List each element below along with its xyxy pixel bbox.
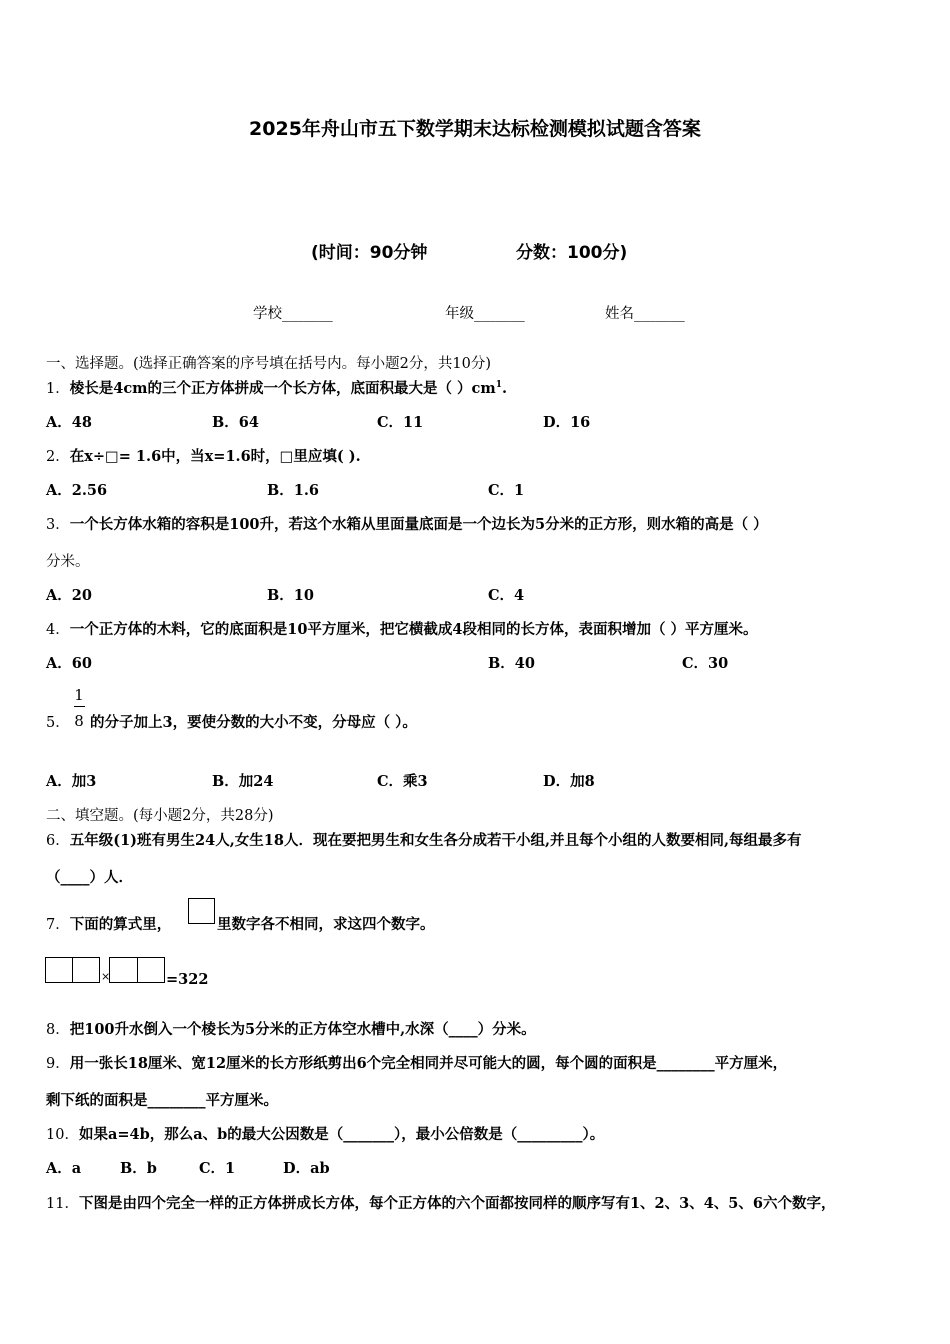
question-end: . <box>501 380 508 397</box>
option-b: B．1.6 <box>267 482 319 499</box>
digit-box <box>109 957 138 983</box>
question-8 <box>46 1018 536 1039</box>
question-1 <box>46 377 507 398</box>
question-text: 一个长方体水箱的容积是100升，若这个水箱从里面量底面是一个边长为5分米的正方形，则水箱的高是（ ） <box>69 516 768 533</box>
option-c: C．11 <box>377 414 424 431</box>
question-number: 11． <box>46 1196 79 1212</box>
section-fill-heading: 二、填空题。(每小题2分，共28分) <box>46 808 274 824</box>
question-6-continued: （____）人． <box>46 869 133 886</box>
question-text: 下面的算式里， <box>69 916 172 933</box>
question-number: 4． <box>46 622 70 638</box>
option-d: D．ab <box>283 1160 330 1177</box>
question-number: 7． <box>46 917 70 933</box>
option-b: B．40 <box>488 655 535 672</box>
fraction-numerator: 1 <box>74 686 84 704</box>
section-choice-heading: 一、选择题。(选择正确答案的序号填在括号内。每小题2分，共10分) <box>46 356 491 372</box>
grade-field: 年级_______ <box>445 306 525 322</box>
option-b: B．10 <box>267 587 314 604</box>
option-a: A．2.56 <box>46 482 108 499</box>
question-number: 6． <box>46 833 70 849</box>
option-b: B．加24 <box>212 773 274 790</box>
question-text: 五年级(1)班有男生24人,女生18人．现在要把男生和女生各分成若干小组,并且每个小组的人数要相同,每组最多有 <box>69 832 802 849</box>
superscript: 1 <box>495 380 502 391</box>
digit-box <box>137 957 165 983</box>
question-3 <box>46 513 768 534</box>
question-3-continued: 分米。 <box>46 554 90 570</box>
question-4 <box>46 618 758 639</box>
question-text: 在x÷□= 1.6中，当x=1.6时，□里应填( ). <box>69 448 361 465</box>
option-a: A．48 <box>46 414 92 431</box>
option-a: A．a <box>46 1160 82 1177</box>
option-a: A．60 <box>46 655 92 672</box>
name-field: 姓名_______ <box>605 306 685 322</box>
question-11 <box>46 1192 835 1213</box>
exam-score: 分数：100分) <box>516 243 628 263</box>
digit-box <box>72 957 100 983</box>
question-5-number <box>46 711 70 732</box>
option-c: C．1 <box>488 482 525 499</box>
page-title: 2025年舟山市五下数学期末达标检测模拟试题含答案 <box>249 118 701 140</box>
question-7-text-b: 里数字各不相同，求这四个数字。 <box>217 916 435 933</box>
question-text: 一个正方体的木料，它的底面积是10平方厘米，把它横截成4段相同的长方体，表面积增加（ ）平方厘米。 <box>69 621 758 638</box>
option-a: A．20 <box>46 587 92 604</box>
option-c: C．4 <box>488 587 525 604</box>
question-text: 下图是由四个完全一样的正方体拼成长方体，每个正方体的六个面都按同样的顺序写有1、2、3、4、5、6六个数字， <box>78 1195 836 1212</box>
option-b: B．64 <box>212 414 259 431</box>
school-field: 学校_______ <box>253 306 333 322</box>
question-text: 把100升水倒入一个棱长为5分米的正方体空水槽中,水深（____）分米。 <box>69 1021 536 1038</box>
question-2 <box>46 445 361 466</box>
exam-time: (时间：90分钟 <box>311 243 428 263</box>
question-9 <box>46 1052 787 1073</box>
fraction-bar <box>74 706 85 707</box>
option-d: D．16 <box>543 414 591 431</box>
question-6 <box>46 829 802 850</box>
question-7 <box>46 913 171 934</box>
digit-box <box>45 957 73 983</box>
option-c: C．乘3 <box>377 773 428 790</box>
times-sign: × <box>101 970 111 983</box>
question-number: 1． <box>46 381 70 397</box>
option-c: C．30 <box>682 655 729 672</box>
equation-result: =322 <box>166 971 209 988</box>
option-c: C．1 <box>199 1160 236 1177</box>
fraction-denominator: 8 <box>74 712 84 730</box>
question-text: 如果a=4b，那么a、b的最大公因数是（_______），最小公倍数是（_________）。 <box>78 1126 605 1143</box>
question-10 <box>46 1123 604 1144</box>
question-number: 10． <box>46 1127 79 1143</box>
question-text: 用一张长18厘米、宽12厘米的长方形纸剪出6个完全相同并尽可能大的圆，每个圆的面积是________平方厘米， <box>69 1055 788 1072</box>
equation-row <box>45 957 100 983</box>
option-d: D．加8 <box>543 773 595 790</box>
question-9-continued: 剩下纸的面积是________平方厘米。 <box>46 1092 278 1109</box>
blank-box-sample <box>188 898 215 924</box>
question-text: 棱长是4cm的三个正方体拼成一个长方体，底面积最大是（ ）cm <box>69 380 496 397</box>
equation-row-2 <box>109 957 165 983</box>
question-number: 5． <box>46 715 70 731</box>
question-number: 2． <box>46 449 70 465</box>
question-5-text: 的分子加上3，要使分数的大小不变，分母应（ ）。 <box>90 714 417 731</box>
question-number: 8． <box>46 1022 70 1038</box>
option-a: A．加3 <box>46 773 97 790</box>
question-number: 9． <box>46 1056 70 1072</box>
question-number: 3． <box>46 517 70 533</box>
option-b: B．b <box>120 1160 157 1177</box>
